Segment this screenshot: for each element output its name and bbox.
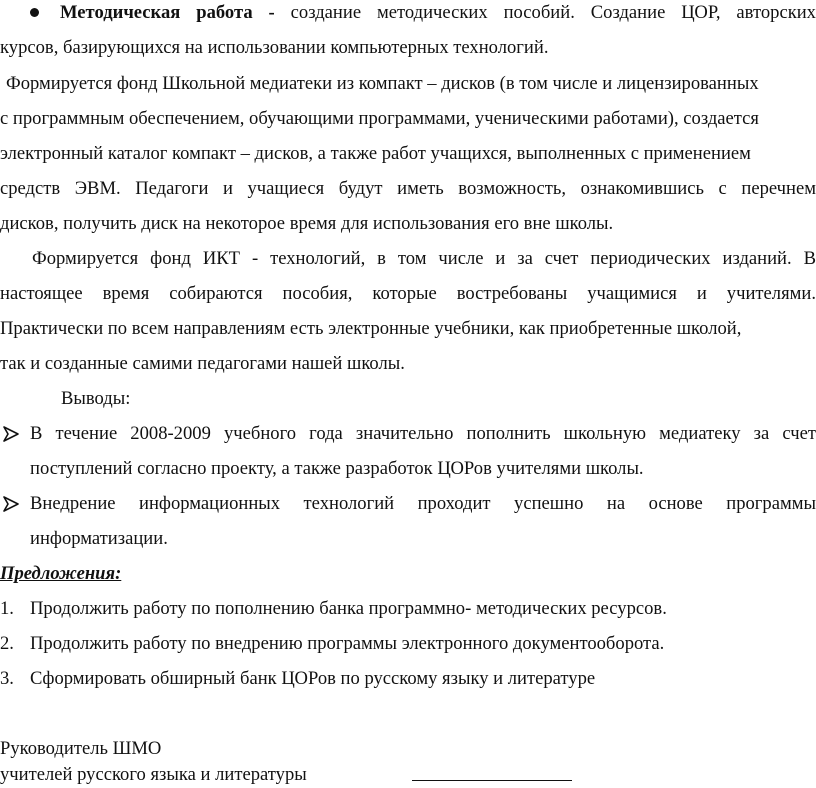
para1-line3: электронный каталог компакт – дисков, а также работ учащихся, выполненных с применением xyxy=(0,143,751,164)
para1-line1: Формируется фонд Школьной медиатеки из компакт – дисков (в том числе и лицензированных xyxy=(6,73,759,94)
bullet-title: Методическая работа - xyxy=(60,2,275,23)
bullet-text: создание методических пособий. Создание ЦОР, авторских xyxy=(290,2,816,23)
conclusion-item-1-line1: В течение 2008-2009 учебного года значительно пополнить школьную медиатеку за счет xyxy=(30,423,816,444)
para2-line1: Формируется фонд ИКТ - технологий, в том числе и за счет периодических изданий. В xyxy=(32,248,816,269)
para2-line3: Практически по всем направлениям есть электронные учебники, как приобретенные школой, xyxy=(0,318,742,339)
para1-line5: дисков, получить диск на некоторое время для использования его вне школы. xyxy=(0,213,614,234)
para2-line2: настоящее время собираются пособия, которые востребованы учащимися и учителями. xyxy=(0,283,816,304)
suggestion-text: Сформировать обширный банк ЦОРов по русскому языку и литературе xyxy=(30,668,596,689)
signature-department: учителей русского языка и литературы xyxy=(0,764,307,785)
signature-role: Руководитель ШМО xyxy=(0,738,162,759)
para1-line2: с программным обеспечением, обучающими программами, ученическими работами), создается xyxy=(0,108,759,129)
bullet-text-line2: курсов, базирующихся на использовании компьютерных технологий. xyxy=(0,37,549,58)
conclusions-heading: Выводы: xyxy=(61,388,131,409)
suggestion-number: 2. xyxy=(0,633,14,654)
conclusion-item-2-line2: информатизации. xyxy=(30,528,168,549)
suggestion-number: 3. xyxy=(0,668,14,689)
para1-line4: средств ЭВМ. Педагоги и учащиеся будут иметь возможность, ознакомившись с перечнем xyxy=(0,178,816,199)
suggestions-heading: Предложения: xyxy=(0,563,122,584)
bullet-dot-icon xyxy=(30,8,39,17)
arrow-bullet-icon xyxy=(2,495,20,513)
conclusion-item-2-line1: Внедрение информационных технологий проходит успешно на основе программы xyxy=(30,493,816,514)
conclusion-item-1-line2: поступлений согласно проекту, а также разработок ЦОРов учителями школы. xyxy=(30,458,644,479)
arrow-bullet-icon xyxy=(2,425,20,443)
para2-line4: так и созданные самими педагогами нашей школы. xyxy=(0,353,405,374)
suggestion-text: Продолжить работу по внедрению программы электронного документооборота. xyxy=(30,633,665,654)
signature-blank-line xyxy=(412,780,572,781)
suggestion-text: Продолжить работу по пополнению банка программно- методических ресурсов. xyxy=(30,598,667,619)
signature-block xyxy=(0,764,816,786)
suggestion-number: 1. xyxy=(0,598,14,619)
